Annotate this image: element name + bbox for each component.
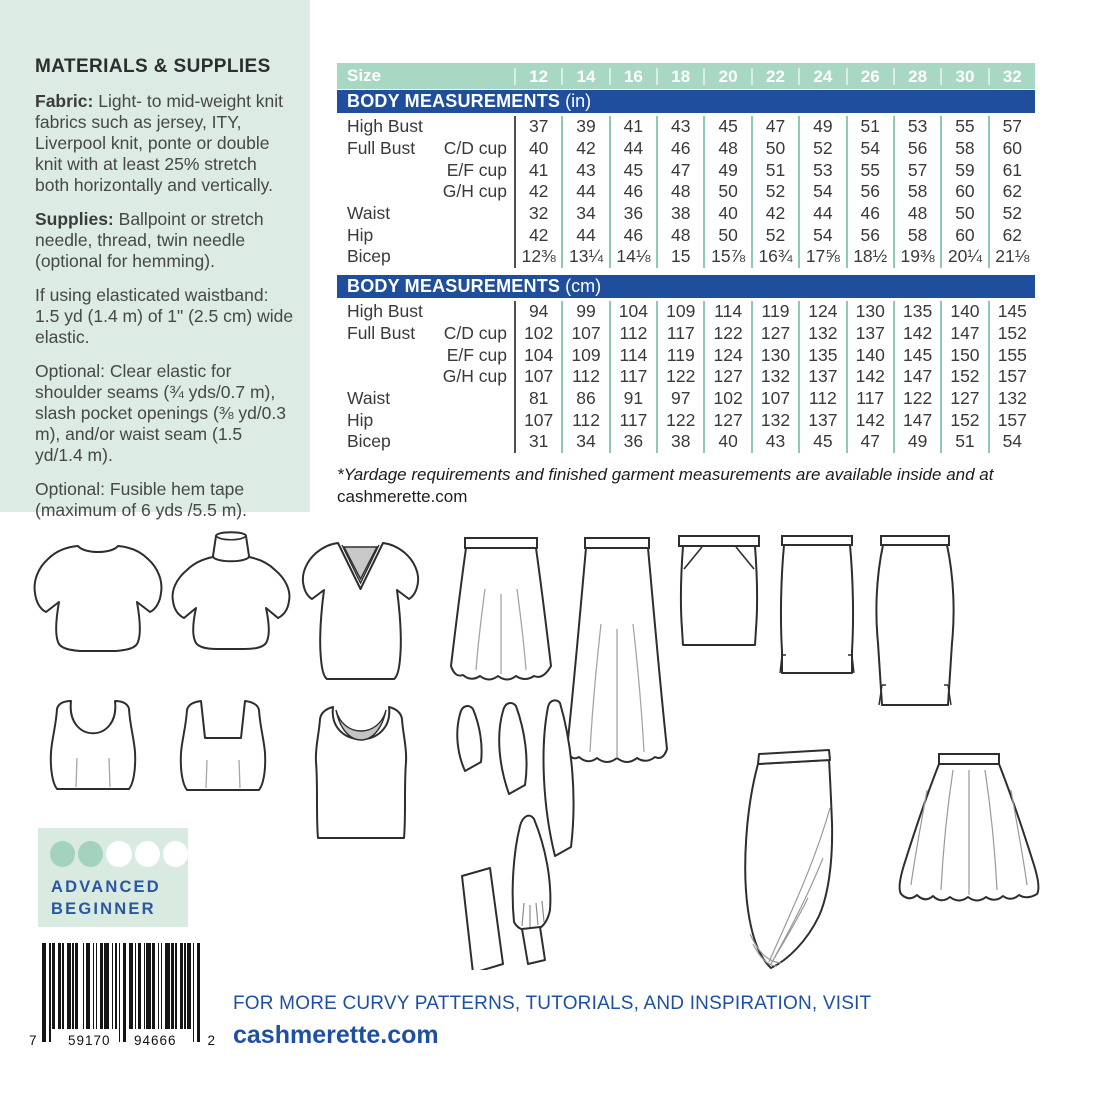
measurement-value-cell: 130: [846, 301, 893, 323]
measurement-value-cell: 107: [514, 366, 561, 388]
size-header-cell: 24: [798, 68, 845, 85]
barcode-digit-left: 7: [29, 1033, 38, 1048]
measurement-value-cell: 42: [514, 224, 561, 246]
measurement-value-cell: 47: [656, 159, 703, 181]
row-cup-label: E/F cup: [446, 344, 507, 365]
row-label-cell: [337, 388, 514, 410]
materials-title: MATERIALS & SUPPLIES: [35, 56, 271, 77]
measurement-value-cell: 20¼: [940, 246, 987, 268]
measurement-value-cell: 152: [940, 409, 987, 431]
row-label: Bicep: [347, 246, 391, 267]
size-header-label: Size: [347, 66, 382, 85]
barcode-bar: [184, 943, 185, 1029]
skill-level-line1: ADVANCED: [51, 878, 161, 896]
measurement-value-cell: 34: [561, 203, 608, 225]
skill-level-badge: [38, 828, 188, 927]
measurement-value-cell: 44: [561, 224, 608, 246]
barcode-bar: [123, 943, 126, 1042]
measurement-value-cell: 107: [514, 409, 561, 431]
measurement-value-cell: 36: [609, 203, 656, 225]
skill-level-text: [38, 867, 188, 921]
barcode-bar: [197, 943, 200, 1042]
measurement-value-cell: 40: [514, 138, 561, 160]
row-label-cell: [337, 203, 514, 225]
measurement-value-cell: 43: [656, 116, 703, 138]
row-cup-label: E/F cup: [446, 159, 507, 180]
barcode-bar: [104, 943, 108, 1029]
measurement-value-cell: 40: [703, 431, 750, 453]
measurement-value-cell: 107: [751, 388, 798, 410]
row-label: Full Bust: [347, 138, 416, 159]
measurement-value-cell: 142: [846, 366, 893, 388]
measurement-value-cell: 152: [988, 323, 1035, 345]
section-rows: [337, 113, 1035, 270]
measurement-value-cell: 38: [656, 431, 703, 453]
size-header-row: [337, 63, 1035, 89]
measurement-value-cell: 45: [609, 159, 656, 181]
measurement-value-cell: 42: [751, 203, 798, 225]
measurement-value-cell: 60: [988, 138, 1035, 160]
measurement-value-cell: 157: [988, 409, 1035, 431]
measurement-value-cell: 145: [893, 344, 940, 366]
measurement-value-cell: 122: [703, 323, 750, 345]
barcode-bar: [93, 943, 94, 1029]
measurement-value-cell: 58: [893, 181, 940, 203]
measurement-value-cell: 137: [798, 409, 845, 431]
row-cup-label: C/D cup: [443, 138, 507, 159]
garment-circle-skirt-drawing: [895, 750, 1043, 930]
measurement-value-cell: 57: [988, 116, 1035, 138]
measurement-value-cell: 147: [893, 409, 940, 431]
row-label-cell: [337, 224, 514, 246]
measurement-value-cell: 117: [609, 366, 656, 388]
garment-mini-skirt-drawing: [676, 533, 762, 659]
measurement-value-cell: 45: [703, 116, 750, 138]
measurement-value-cell: 135: [798, 344, 845, 366]
measurement-value-cell: 152: [940, 366, 987, 388]
size-header-cell: 12: [514, 68, 561, 85]
measurement-value-cell: 81: [514, 388, 561, 410]
measurement-value-cell: 50: [703, 181, 750, 203]
measurement-value-cell: 102: [703, 388, 750, 410]
measurement-value-cell: 127: [751, 323, 798, 345]
barcode-group2: 94666: [134, 1033, 177, 1048]
row-label: High Bust: [347, 116, 423, 137]
garment-scoop-neck-crop-top-drawing: [44, 696, 142, 796]
measurement-value-cell: 132: [798, 323, 845, 345]
section-header-bar: [337, 90, 1035, 113]
measurement-value-cell: 114: [609, 344, 656, 366]
measurement-value-cell: 13¼: [561, 246, 608, 268]
barcode-bar: [165, 943, 169, 1029]
row-label: Hip: [347, 224, 374, 245]
barcode-bar: [58, 943, 61, 1029]
measurement-value-cell: 122: [656, 409, 703, 431]
measurement-value-cell: 15: [656, 246, 703, 268]
measurement-value-cell: 107: [561, 323, 608, 345]
measurement-value-cell: 132: [988, 388, 1035, 410]
measurement-value-cell: 52: [751, 224, 798, 246]
size-header-cell: 26: [846, 68, 893, 85]
measurement-value-cell: 112: [798, 388, 845, 410]
measurement-row: [337, 138, 1035, 160]
row-label-cell: [337, 116, 514, 138]
measurement-value-cell: 127: [703, 409, 750, 431]
measurement-value-cell: 127: [940, 388, 987, 410]
measurement-value-cell: 102: [514, 323, 561, 345]
measurement-value-cell: 109: [561, 344, 608, 366]
barcode-bar: [180, 943, 183, 1029]
section-header-bar: [337, 275, 1035, 298]
measurement-value-cell: 59: [940, 159, 987, 181]
measurement-value-cell: 41: [514, 159, 561, 181]
barcode-bar: [158, 943, 159, 1029]
measurement-value-cell: 32: [514, 203, 561, 225]
barcode-bar: [72, 943, 73, 1029]
barcode-bar: [42, 943, 46, 1042]
materials-paragraph: Supplies: Ballpoint or stretch needle, thread, twin needle (optional for hemming).: [35, 209, 264, 271]
measurement-value-cell: 142: [846, 409, 893, 431]
measurement-value-cell: 142: [893, 323, 940, 345]
measurement-value-cell: 51: [751, 159, 798, 181]
measurement-value-cell: 54: [988, 431, 1035, 453]
measurement-value-cell: 47: [846, 431, 893, 453]
measurement-value-cell: 48: [656, 181, 703, 203]
row-cup-label: G/H cup: [442, 181, 507, 202]
row-cup-label: C/D cup: [443, 322, 507, 343]
barcode-bar: [112, 943, 113, 1029]
measurement-value-cell: 97: [656, 388, 703, 410]
measurement-value-cell: 46: [846, 203, 893, 225]
measurement-value-cell: 48: [656, 224, 703, 246]
row-label-cell: [337, 409, 514, 431]
measurement-row: [337, 366, 1035, 388]
measurement-value-cell: 21⅛: [988, 246, 1035, 268]
measurement-value-cell: 46: [609, 224, 656, 246]
measurement-value-cell: 62: [988, 181, 1035, 203]
garment-straight-skirt-drawing: [777, 533, 857, 683]
size-header-cell: 22: [751, 68, 798, 85]
measurement-value-cell: 19⅜: [893, 246, 940, 268]
measurement-value-cell: 155: [988, 344, 1035, 366]
measurement-value-cell: 44: [798, 203, 845, 225]
measurement-value-cell: 57: [893, 159, 940, 181]
barcode-bar: [115, 943, 118, 1029]
measurement-value-cell: 140: [940, 301, 987, 323]
skill-dot: [106, 841, 131, 867]
measurement-value-cell: 55: [940, 116, 987, 138]
measurement-value-cell: 17⅝: [798, 246, 845, 268]
measurement-row: [337, 181, 1035, 203]
measurement-value-cell: 44: [561, 181, 608, 203]
materials-paragraph: Fabric: Light- to mid-weight knit fabrics such as jersey, ITY, Liverpool knit, ponte or double knit with at least 25% stretch both horizontally and vertically.: [35, 91, 284, 195]
row-label-cell: [337, 181, 514, 203]
row-label: Waist: [347, 387, 391, 408]
barcode-bar: [62, 943, 63, 1029]
measurement-value-cell: 48: [893, 203, 940, 225]
upc-barcode: [29, 943, 216, 1059]
barcode-bar: [96, 943, 97, 1029]
measurement-value-cell: 119: [751, 301, 798, 323]
materials-paragraph: Optional: Fusible hem tape (maximum of 6 yds /5.5 m).: [35, 479, 247, 520]
measurement-value-cell: 36: [609, 431, 656, 453]
skill-dots: [38, 828, 188, 867]
barcode-bar: [135, 943, 136, 1029]
measurement-value-cell: 140: [846, 344, 893, 366]
materials-paragraphs: [35, 91, 294, 521]
measurement-value-cell: 49: [703, 159, 750, 181]
section-title: BODY MEASUREMENTS: [347, 275, 561, 296]
size-header-cell: 20: [703, 68, 750, 85]
measurement-value-cell: 49: [893, 431, 940, 453]
measurement-value-cell: 46: [656, 138, 703, 160]
measurement-value-cell: 86: [561, 388, 608, 410]
measurement-value-cell: 51: [940, 431, 987, 453]
barcode-bar: [67, 943, 71, 1029]
measurement-value-cell: 54: [846, 138, 893, 160]
measurement-value-cell: 50: [751, 138, 798, 160]
measurement-row: [337, 409, 1035, 431]
garment-sleeve-pattern-pieces-drawing: [448, 698, 593, 970]
barcode-bar: [83, 943, 84, 1029]
barcode-bar: [138, 943, 141, 1029]
measurement-value-cell: 51: [846, 116, 893, 138]
skill-dot: [135, 841, 160, 867]
garment-crop-tee-drawing: [28, 536, 168, 661]
measurement-value-cell: 122: [656, 366, 703, 388]
measurement-value-cell: 16¾: [751, 246, 798, 268]
measurement-value-cell: 124: [703, 344, 750, 366]
measurement-value-cell: 14⅛: [609, 246, 656, 268]
measurement-value-cell: 157: [988, 366, 1035, 388]
barcode-bar: [129, 943, 133, 1029]
barcode-bar: [86, 943, 90, 1029]
section-title: BODY MEASUREMENTS: [347, 91, 561, 111]
measurement-value-cell: 56: [846, 181, 893, 203]
measurement-value-cell: 94: [514, 301, 561, 323]
measurement-value-cell: 150: [940, 344, 987, 366]
measurement-value-cell: 56: [846, 224, 893, 246]
measurement-value-cell: 43: [561, 159, 608, 181]
measurement-value-cell: 135: [893, 301, 940, 323]
barcode-bar: [119, 943, 120, 1042]
measurement-value-cell: 124: [798, 301, 845, 323]
measurement-value-cell: 137: [798, 366, 845, 388]
barcode-bar: [193, 943, 194, 1042]
measurement-value-cell: 132: [751, 409, 798, 431]
section-unit: (cm): [560, 275, 602, 296]
measurement-value-cell: 127: [703, 366, 750, 388]
measurement-value-cell: 52: [751, 181, 798, 203]
measurement-value-cell: 104: [514, 344, 561, 366]
section-rows: [337, 298, 1035, 455]
measurement-value-cell: 109: [656, 301, 703, 323]
measurement-value-cell: 60: [940, 181, 987, 203]
garment-draped-skirt-drawing: [733, 748, 855, 974]
garment-v-neck-top-drawing: [298, 535, 423, 687]
measurement-value-cell: 38: [656, 203, 703, 225]
measurement-value-cell: 47: [751, 116, 798, 138]
garment-pencil-skirt-drawing: [873, 533, 957, 715]
measurement-value-cell: 117: [846, 388, 893, 410]
skill-dot: [78, 841, 103, 867]
measurement-value-cell: 56: [893, 138, 940, 160]
measurement-value-cell: 114: [703, 301, 750, 323]
measurement-value-cell: 45: [798, 431, 845, 453]
row-label: Full Bust: [347, 322, 416, 343]
measurement-value-cell: 117: [656, 323, 703, 345]
measurement-value-cell: 137: [846, 323, 893, 345]
barcode-bar: [146, 943, 150, 1029]
footer-tagline: FOR MORE CURVY PATTERNS, TUTORIALS, AND INSPIRATION, VISIT: [233, 993, 872, 1014]
yardage-footnote-line1: *Yardage requirements and finished garment measurements are available inside and at: [337, 465, 994, 484]
measurement-value-cell: 61: [988, 159, 1035, 181]
measurement-value-cell: 39: [561, 116, 608, 138]
measurement-row: [337, 301, 1035, 323]
materials-paragraph-lead: Fabric:: [35, 91, 94, 111]
measurement-value-cell: 54: [798, 224, 845, 246]
measurement-value-cell: 112: [561, 366, 608, 388]
measurement-value-cell: 53: [798, 159, 845, 181]
barcode-bar: [100, 943, 103, 1029]
measurement-value-cell: 112: [609, 323, 656, 345]
measurement-value-cell: 50: [940, 203, 987, 225]
row-label-cell: [337, 138, 514, 160]
row-label-cell: [337, 344, 514, 366]
materials-paragraph-lead: Supplies:: [35, 209, 114, 229]
barcode-bar: [75, 943, 78, 1029]
measurement-value-cell: 54: [798, 181, 845, 203]
measurement-value-cell: 15⅞: [703, 246, 750, 268]
skill-dot: [50, 841, 75, 867]
section-unit: (in): [560, 91, 592, 111]
measurement-value-cell: 52: [798, 138, 845, 160]
measurement-value-cell: 99: [561, 301, 608, 323]
barcode-bar: [152, 943, 155, 1029]
measurement-value-cell: 12⅜: [514, 246, 561, 268]
measurement-value-cell: 46: [609, 181, 656, 203]
measurement-row: [337, 388, 1035, 410]
measurement-value-cell: 50: [703, 224, 750, 246]
measurement-value-cell: 122: [893, 388, 940, 410]
measurement-value-cell: 37: [514, 116, 561, 138]
measurement-value-cell: 40: [703, 203, 750, 225]
measurement-value-cell: 43: [751, 431, 798, 453]
skill-dot: [163, 841, 188, 867]
measurement-value-cell: 34: [561, 431, 608, 453]
row-label: High Bust: [347, 301, 423, 322]
barcode-bar: [187, 943, 191, 1029]
size-header-cell: 32: [988, 68, 1035, 85]
measurement-value-cell: 104: [609, 301, 656, 323]
row-label-cell: [337, 323, 514, 345]
row-label-cell: [337, 159, 514, 181]
barcode-group1: 59170: [68, 1033, 111, 1048]
measurement-row: [337, 203, 1035, 225]
size-header-cell: 28: [893, 68, 940, 85]
measurement-value-cell: 42: [561, 138, 608, 160]
measurement-value-cell: 48: [703, 138, 750, 160]
measurement-row: [337, 431, 1035, 453]
materials-paragraph: If using elasticated waistband: 1.5 yd (1.4 m) of 1" (2.5 cm) wide elastic.: [35, 285, 294, 347]
measurement-value-cell: 44: [609, 138, 656, 160]
measurement-row: [337, 116, 1035, 138]
measurement-value-cell: 18½: [846, 246, 893, 268]
barcode-bar: [49, 943, 50, 1042]
measurement-value-cell: 117: [609, 409, 656, 431]
measurement-value-cell: 53: [893, 116, 940, 138]
row-cup-label: G/H cup: [442, 366, 507, 387]
barcode-bar: [171, 943, 174, 1029]
row-label-cell: [337, 246, 514, 268]
barcode-bar: [161, 943, 162, 1029]
measurement-value-cell: 132: [751, 366, 798, 388]
barcode-bar: [52, 943, 55, 1029]
measurement-value-cell: 130: [751, 344, 798, 366]
yardage-footnote-line2: cashmerette.com: [337, 487, 468, 507]
garment-mock-neck-crop-top-drawing: [163, 529, 298, 661]
measurement-value-cell: 55: [846, 159, 893, 181]
measurement-value-cell: 147: [940, 323, 987, 345]
measurement-value-cell: 58: [940, 138, 987, 160]
measurement-value-cell: 31: [514, 431, 561, 453]
measurement-value-cell: 119: [656, 344, 703, 366]
barcode-bar: [175, 943, 176, 1029]
materials-paragraph: Optional: Clear elastic for shoulder seams (¾ yds/0.7 m), slash pocket openings (⅜ yd/0.3 m), and/or waist seam (1.5 yd/1.4 m).: [35, 361, 286, 465]
row-label: Hip: [347, 409, 374, 430]
garment-a-line-skirt-drawing: [447, 534, 555, 692]
measurement-value-cell: 52: [988, 203, 1035, 225]
measurement-value-cell: 112: [561, 409, 608, 431]
measurement-row: [337, 323, 1035, 345]
row-label-cell: [337, 431, 514, 453]
size-header-cell: 30: [940, 68, 987, 85]
measurement-row: [337, 246, 1035, 268]
yardage-footnote: [337, 464, 1037, 509]
row-label: Bicep: [347, 431, 391, 452]
skill-level-line2: BEGINNER: [51, 900, 156, 919]
barcode-bars: [42, 943, 202, 1043]
row-label-cell: [337, 301, 514, 323]
size-header-cell: 18: [656, 68, 703, 85]
size-table-sections: [337, 90, 1035, 455]
size-header-cell: 16: [609, 68, 656, 85]
measurement-value-cell: 42: [514, 181, 561, 203]
barcode-digit-right: 2: [207, 1033, 216, 1048]
measurement-row: [337, 344, 1035, 366]
measurement-row: [337, 224, 1035, 246]
materials-panel: [0, 0, 310, 520]
size-header-cell: 14: [561, 68, 608, 85]
measurement-value-cell: 60: [940, 224, 987, 246]
measurement-value-cell: 147: [893, 366, 940, 388]
measurement-value-cell: 41: [609, 116, 656, 138]
row-label: Waist: [347, 203, 391, 224]
measurement-value-cell: 145: [988, 301, 1035, 323]
garment-tank-top-drawing: [308, 698, 414, 846]
measurement-row: [337, 159, 1035, 181]
row-label-cell: [337, 366, 514, 388]
footer-website: cashmerette.com: [233, 1021, 439, 1049]
size-table: [337, 63, 1035, 455]
measurement-value-cell: 62: [988, 224, 1035, 246]
measurement-value-cell: 49: [798, 116, 845, 138]
barcode-bar: [144, 943, 145, 1029]
garment-square-neck-crop-top-drawing: [174, 696, 272, 798]
measurement-value-cell: 91: [609, 388, 656, 410]
measurement-value-cell: 58: [893, 224, 940, 246]
